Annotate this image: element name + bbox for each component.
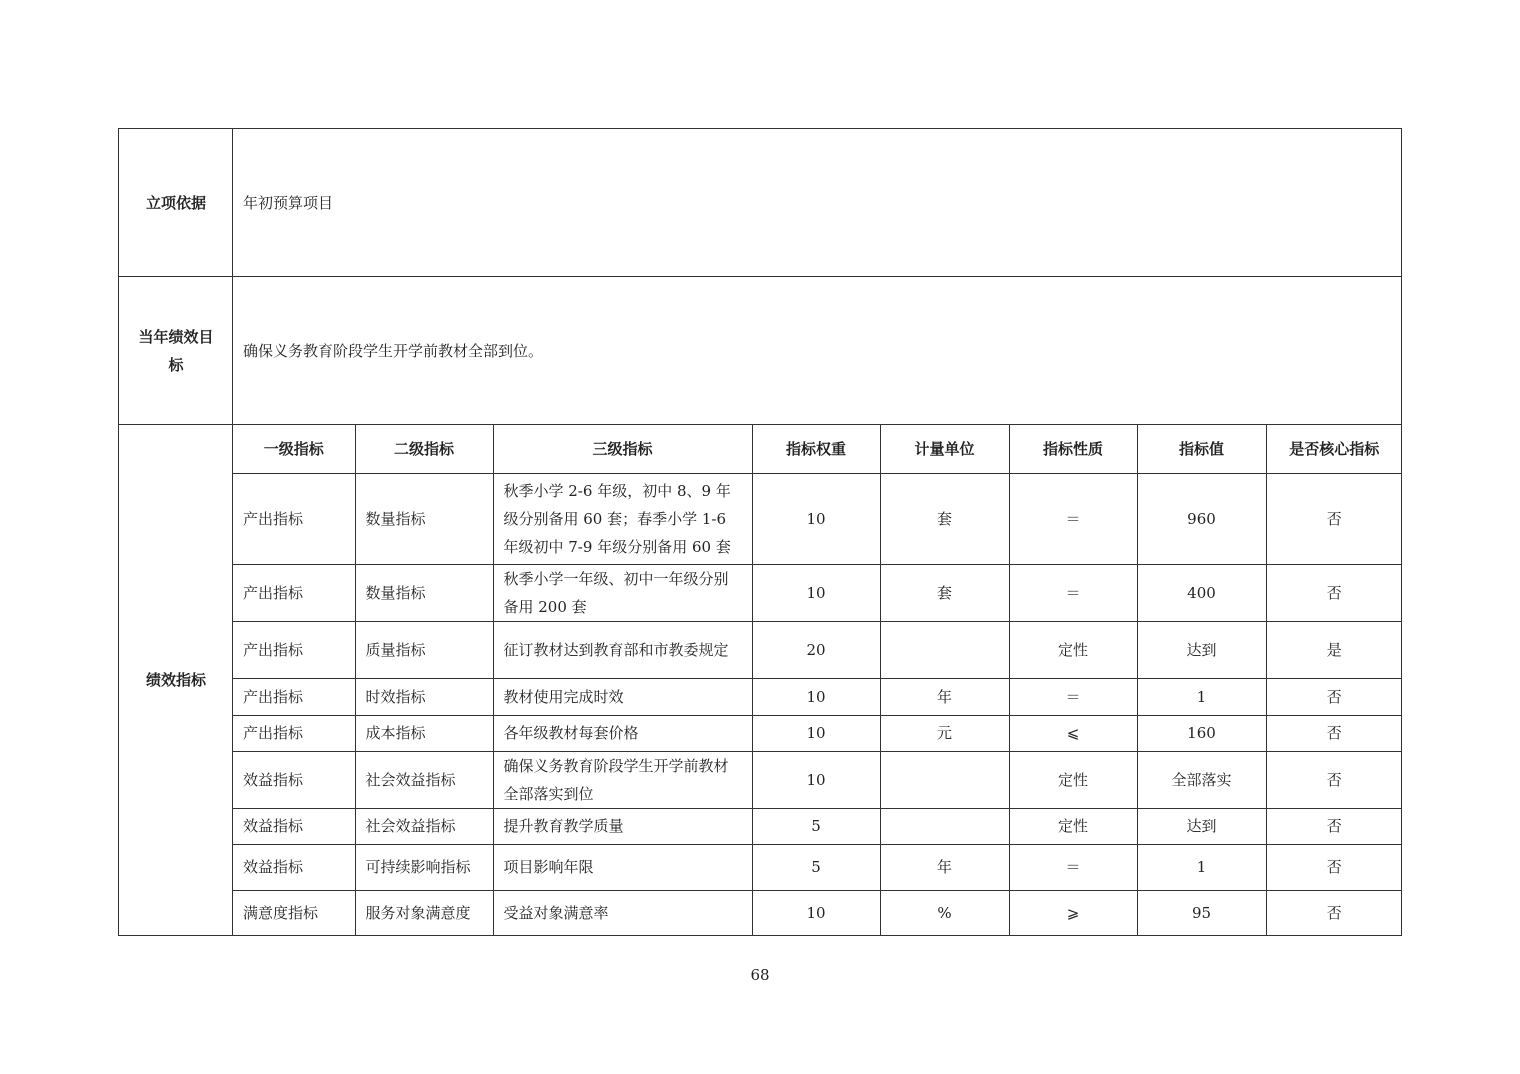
cell-value: 1	[1137, 844, 1266, 890]
header-level1: 一级指标	[233, 425, 355, 473]
table-row	[233, 844, 1402, 890]
cell-level1: 效益指标	[233, 808, 355, 844]
cell-level2: 时效指标	[355, 678, 493, 715]
cell-core: 是	[1266, 621, 1402, 678]
table-row	[233, 621, 1402, 678]
cell-core: 否	[1266, 715, 1402, 751]
performance-table	[118, 128, 1402, 936]
cell-level3: 提升教育教学质量	[493, 808, 752, 844]
cell-unit: 套	[880, 564, 1009, 621]
cell-level3: 教材使用完成时效	[493, 678, 752, 715]
header-level2: 二级指标	[355, 425, 493, 473]
annual-goal-value: 确保义务教育阶段学生开学前教材全部到位。	[243, 342, 544, 360]
header-nature: 指标性质	[1009, 425, 1137, 473]
cell-level2: 质量指标	[355, 621, 493, 678]
header-unit: 计量单位	[880, 425, 1009, 473]
header-level3: 三级指标	[493, 425, 752, 473]
cell-nature: 定性	[1009, 751, 1137, 808]
cell-core: 否	[1266, 678, 1402, 715]
cell-level3: 确保义务教育阶段学生开学前教材全部落实到位	[493, 751, 752, 808]
cell-level3: 秋季小学 2-6 年级，初中 8、9 年级分别备用 60 套；春季小学 1-6 年级初中 7-9 年级分别备用 60 套	[493, 473, 752, 564]
cell-weight: 10	[752, 564, 880, 621]
cell-nature: 定性	[1009, 621, 1137, 678]
header-core: 是否核心指标	[1266, 425, 1402, 473]
cell-value: 400	[1137, 564, 1266, 621]
cell-unit	[880, 808, 1009, 844]
table-row	[233, 473, 1402, 564]
cell-level3: 受益对象满意率	[493, 890, 752, 935]
cell-weight: 10	[752, 890, 880, 935]
cell-level3: 项目影响年限	[493, 844, 752, 890]
cell-level2: 可持续影响指标	[355, 844, 493, 890]
table-row	[233, 715, 1402, 751]
annual-goal-label: 当年绩效目标	[138, 327, 214, 374]
metrics-table	[233, 425, 1402, 935]
cell-weight: 5	[752, 844, 880, 890]
cell-unit	[880, 621, 1009, 678]
cell-level3: 秋季小学一年级、初中一年级分别备用 200 套	[493, 564, 752, 621]
cell-level2: 成本指标	[355, 715, 493, 751]
cell-unit: 年	[880, 678, 1009, 715]
header-value: 指标值	[1137, 425, 1266, 473]
cell-unit: %	[880, 890, 1009, 935]
cell-value: 全部落实	[1137, 751, 1266, 808]
table-row	[233, 808, 1402, 844]
table-row	[233, 751, 1402, 808]
performance-label: 绩效指标	[145, 671, 206, 689]
header-weight: 指标权重	[752, 425, 880, 473]
cell-value: 95	[1137, 890, 1266, 935]
cell-core: 否	[1266, 890, 1402, 935]
cell-level1: 产出指标	[233, 678, 355, 715]
table-row	[233, 564, 1402, 621]
cell-level2: 社会效益指标	[355, 808, 493, 844]
cell-nature: ＝	[1009, 564, 1137, 621]
cell-unit: 套	[880, 473, 1009, 564]
cell-level2: 社会效益指标	[355, 751, 493, 808]
cell-weight: 20	[752, 621, 880, 678]
cell-level3: 征订教材达到教育部和市教委规定	[493, 621, 752, 678]
cell-value: 达到	[1137, 808, 1266, 844]
cell-level2: 服务对象满意度	[355, 890, 493, 935]
cell-nature: ＝	[1009, 844, 1137, 890]
cell-unit: 元	[880, 715, 1009, 751]
cell-nature: ⩾	[1009, 890, 1137, 935]
cell-level1: 满意度指标	[233, 890, 355, 935]
table-row	[233, 890, 1402, 935]
cell-level1: 产出指标	[233, 564, 355, 621]
cell-core: 否	[1266, 844, 1402, 890]
cell-unit: 年	[880, 844, 1009, 890]
cell-weight: 10	[752, 678, 880, 715]
table-row	[233, 678, 1402, 715]
cell-core: 否	[1266, 751, 1402, 808]
cell-level3: 各年级教材每套价格	[493, 715, 752, 751]
cell-level1: 产出指标	[233, 715, 355, 751]
cell-level2: 数量指标	[355, 564, 493, 621]
cell-unit	[880, 751, 1009, 808]
page-number: 68	[750, 966, 770, 984]
cell-level1: 效益指标	[233, 751, 355, 808]
cell-value: 160	[1137, 715, 1266, 751]
cell-nature: 定性	[1009, 808, 1137, 844]
cell-weight: 10	[752, 473, 880, 564]
cell-weight: 5	[752, 808, 880, 844]
cell-weight: 10	[752, 715, 880, 751]
cell-value: 达到	[1137, 621, 1266, 678]
cell-level1: 产出指标	[233, 621, 355, 678]
cell-core: 否	[1266, 473, 1402, 564]
cell-nature: ⩽	[1009, 715, 1137, 751]
cell-weight: 10	[752, 751, 880, 808]
cell-nature: ＝	[1009, 473, 1137, 564]
cell-core: 否	[1266, 564, 1402, 621]
project-basis-value: 年初预算项目	[243, 194, 334, 212]
cell-level2: 数量指标	[355, 473, 493, 564]
cell-level1: 产出指标	[233, 473, 355, 564]
cell-value: 960	[1137, 473, 1266, 564]
cell-value: 1	[1137, 678, 1266, 715]
cell-nature: ＝	[1009, 678, 1137, 715]
metrics-header-row	[233, 425, 1402, 473]
project-basis-label: 立项依据	[145, 193, 206, 212]
cell-level1: 效益指标	[233, 844, 355, 890]
cell-core: 否	[1266, 808, 1402, 844]
